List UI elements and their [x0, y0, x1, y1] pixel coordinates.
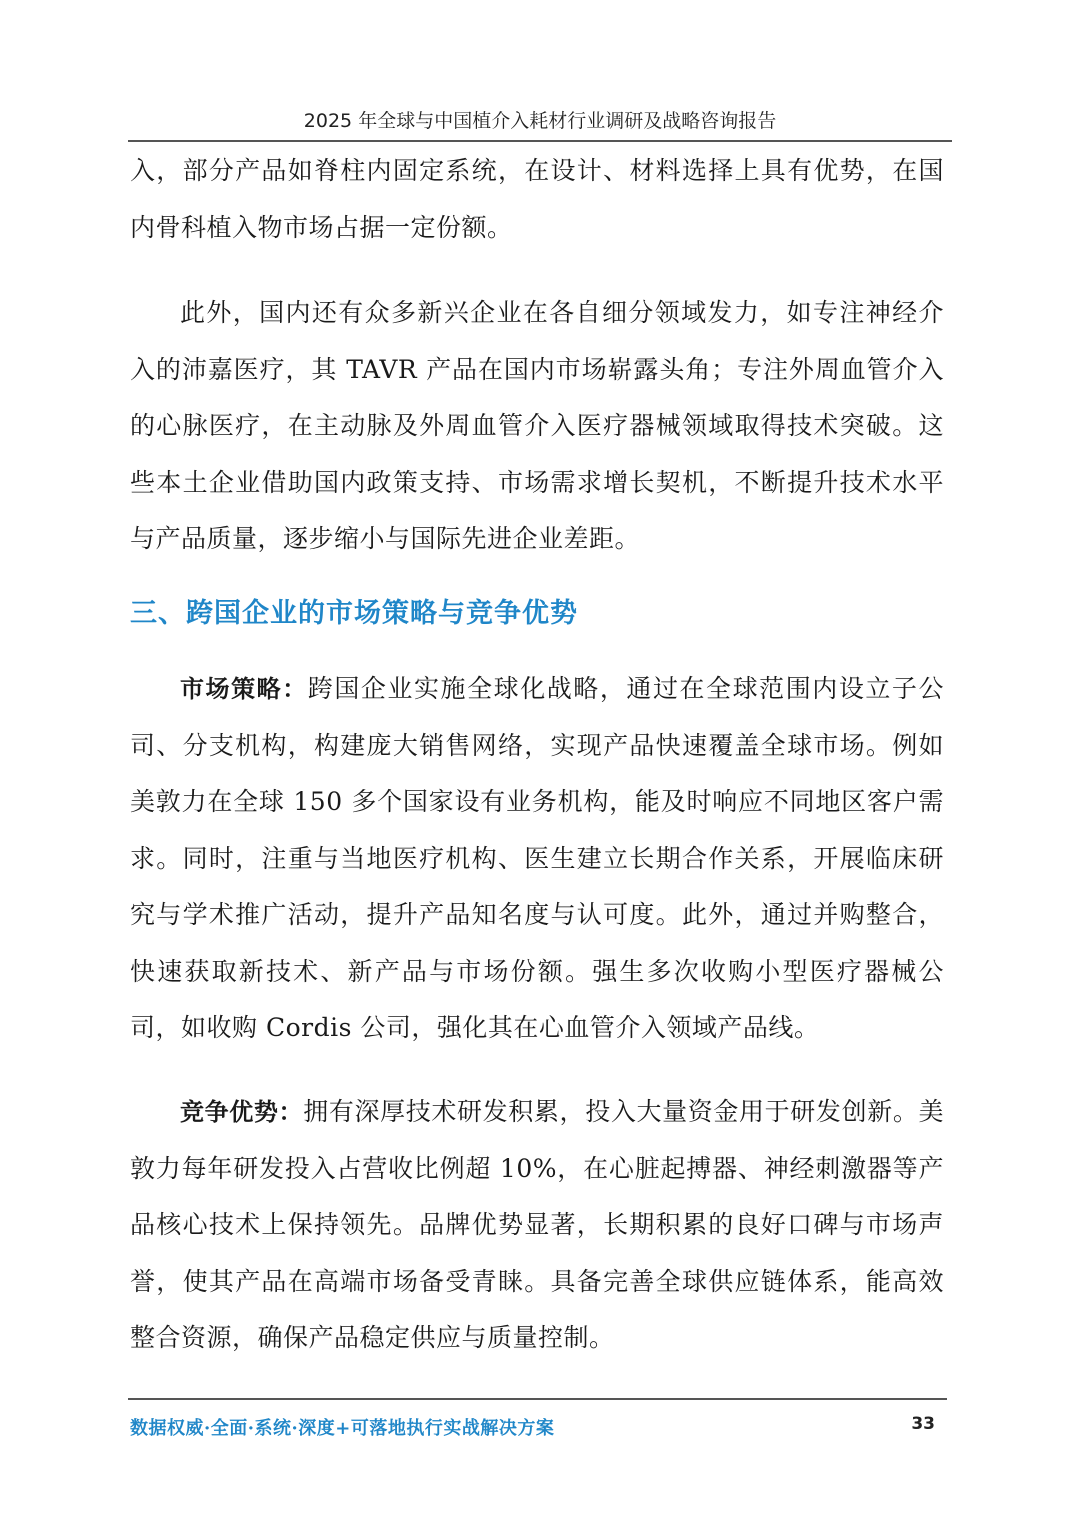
- report-title: 2025 年全球与中国植介入耗材行业调研及战略咨询报告: [303, 110, 777, 132]
- market-strategy-lead: 市场策略：: [180, 675, 308, 703]
- running-header: [128, 106, 952, 142]
- section-heading: 三、跨国企业的市场策略与竞争优势: [130, 598, 578, 629]
- competitive-advantage-lead: 竞争优势：: [180, 1098, 304, 1126]
- page-footer: [128, 1398, 947, 1448]
- paragraph-emerging-companies: 此外，国内还有众多新兴企业在各自细分领域发力，如专注神经介入的沛嘉医疗，其 TAVR 产品在国内市场崭露头角；专注外周血管介入的心脉医疗，在主动脉及外周血管介入医疗器械领域取得技术突破。这些本土企业借助国内政策支持、市场需求增长契机，不断提升技术水平与产品质量，逐步缩小与国际先进企业差距。: [130, 298, 944, 553]
- page-number: 33: [911, 1414, 935, 1434]
- paragraph-continued: 入，部分产品如脊柱内固定系统，在设计、材料选择上具有优势，在国内骨科植入物市场占据一定份额。: [130, 156, 944, 242]
- market-strategy-text: 跨国企业实施全球化战略，通过在全球范围内设立子公司、分支机构，构建庞大销售网络，实现产品快速覆盖全球市场。例如美敦力在全球 150 多个国家设有业务机构，能及时响应不同地区客户需求。同时，注重与当地医疗机构、医生建立长期合作关系，开展临床研究与学术推广活动，提升产品知名度与认可度。此外，通过并购整合，快速获取新技术、新产品与市场份额。强生多次收购小型医疗器械公司，如收购 Cordis 公司，强化其在心血管介入领域产品线。: [130, 674, 944, 1042]
- paragraph-market-strategy: [130, 661, 944, 1057]
- paragraph-competitive-advantage: [130, 1084, 944, 1367]
- competitive-advantage-text: 拥有深厚技术研发积累，投入大量资金用于研发创新。美敦力每年研发投入占营收比例超 10%，在心脏起搏器、神经刺激器等产品核心技术上保持领先。品牌优势显著，长期积累的良好口碑与市场声誉，使其产品在高端市场备受青睐。具备完善全球供应链体系，能高效整合资源，确保产品稳定供应与质量控制。: [130, 1097, 944, 1352]
- footer-slogan: 数据权威·全面·系统·深度+可落地执行实战解决方案: [130, 1418, 555, 1439]
